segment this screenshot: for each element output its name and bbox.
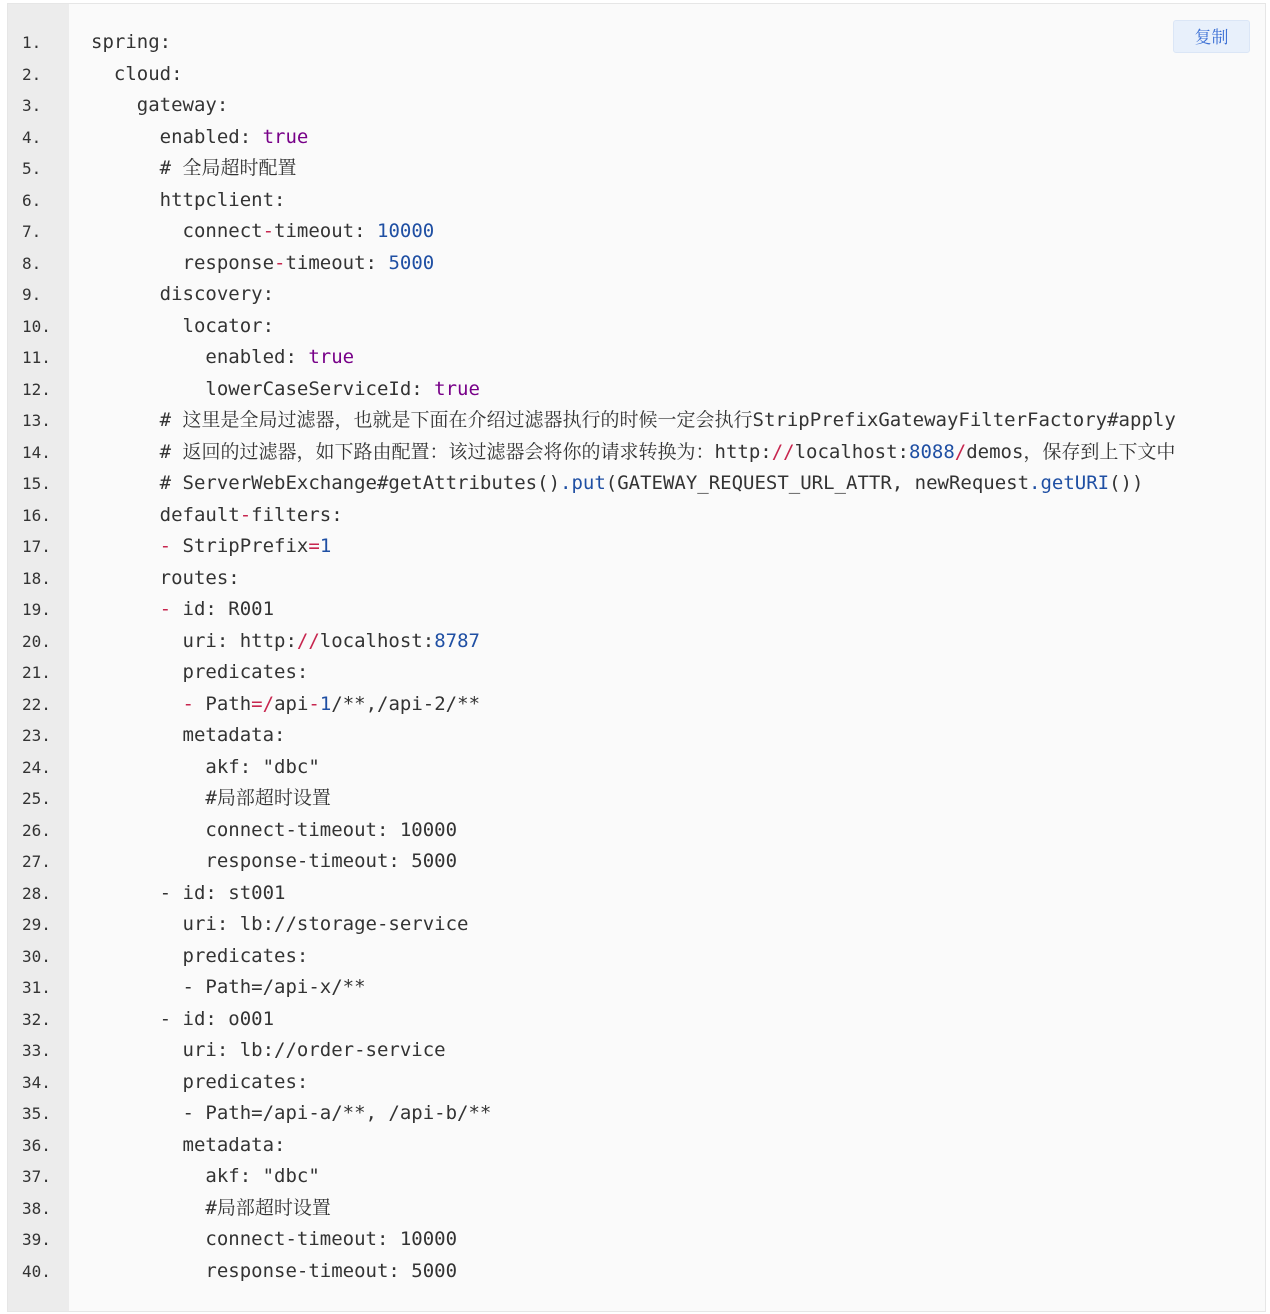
code-token: response bbox=[91, 251, 275, 274]
code-token: routes: bbox=[91, 566, 240, 589]
code-text bbox=[91, 59, 183, 91]
code-token: uri: lb://storage-service bbox=[91, 913, 469, 935]
line-number: 9. bbox=[22, 285, 42, 304]
code-token: response-timeout: 5000 bbox=[91, 850, 458, 872]
line-number: 37. bbox=[22, 1167, 51, 1186]
line-number: 14. bbox=[22, 442, 51, 462]
code-text bbox=[91, 1193, 331, 1225]
code-token: // bbox=[771, 440, 795, 463]
code-token: - bbox=[262, 220, 275, 242]
code-line bbox=[8, 311, 1265, 343]
code-text bbox=[91, 941, 308, 973]
line-number: 27. bbox=[22, 852, 51, 871]
code-token: ()) bbox=[1109, 472, 1144, 494]
code-text bbox=[91, 216, 434, 248]
line-number: 8. bbox=[22, 253, 42, 273]
code-token: response-timeout: 5000 bbox=[91, 1259, 458, 1282]
line-number: 24. bbox=[22, 757, 51, 777]
code-token: enabled: bbox=[91, 346, 309, 368]
code-token: lowerCaseServiceId: bbox=[91, 377, 435, 400]
code-line bbox=[8, 500, 1265, 532]
code-text bbox=[91, 1098, 491, 1130]
code-token: timeout: bbox=[285, 251, 389, 274]
code-token: Path bbox=[193, 692, 252, 715]
code-line bbox=[8, 279, 1265, 311]
code-line bbox=[8, 122, 1265, 154]
code-line bbox=[8, 342, 1265, 374]
code-line bbox=[8, 815, 1265, 847]
code-token: discovery: bbox=[91, 283, 275, 305]
code-line bbox=[8, 1004, 1265, 1036]
line-number: 15. bbox=[22, 474, 51, 493]
code-line bbox=[8, 153, 1265, 185]
code-token: 1 bbox=[319, 535, 332, 557]
line-number: 3. bbox=[22, 96, 42, 115]
code-token: - bbox=[239, 503, 252, 526]
line-number: 6. bbox=[22, 190, 42, 210]
code-token: 5000 bbox=[388, 251, 435, 274]
code-token: - bbox=[308, 692, 320, 715]
line-number: 33. bbox=[22, 1041, 51, 1060]
code-text bbox=[91, 342, 354, 374]
code-token: # 返回的过滤器，如下路由配置：该过滤器会将你的请求转换为：http: bbox=[91, 440, 772, 463]
code-token: .put bbox=[560, 472, 606, 494]
line-number: 12. bbox=[22, 379, 51, 399]
code-text bbox=[91, 1224, 457, 1256]
code-text bbox=[91, 626, 480, 658]
code-line bbox=[8, 878, 1265, 910]
line-number: 34. bbox=[22, 1072, 51, 1092]
code-line bbox=[8, 468, 1265, 500]
code-token: true bbox=[434, 377, 480, 400]
code-token: .getURI bbox=[1029, 472, 1110, 494]
code-token: - Path=/api-a/**, /api-b/** bbox=[91, 1102, 492, 1124]
code-token: () bbox=[537, 472, 561, 494]
line-number: 11. bbox=[22, 348, 51, 367]
code-line bbox=[8, 909, 1265, 941]
code-token: akf: "dbc" bbox=[91, 1165, 320, 1187]
code-token: - bbox=[159, 535, 172, 557]
code-token: predicates: bbox=[91, 944, 309, 967]
code-token: localhost: bbox=[319, 629, 435, 652]
code-token: locator: bbox=[91, 314, 275, 337]
code-token: api bbox=[274, 692, 309, 715]
code-line bbox=[8, 594, 1265, 626]
code-line bbox=[8, 59, 1265, 91]
code-token: 8088 bbox=[909, 440, 955, 463]
code-text bbox=[91, 90, 228, 122]
code-line bbox=[8, 941, 1265, 973]
code-text bbox=[91, 374, 480, 406]
code-line bbox=[8, 531, 1265, 563]
code-token: predicates: bbox=[91, 661, 309, 683]
code-token: default bbox=[91, 503, 240, 526]
code-line bbox=[8, 689, 1265, 721]
code-text bbox=[91, 1256, 457, 1288]
code-text bbox=[91, 185, 285, 217]
code-line bbox=[8, 1130, 1265, 1162]
code-line bbox=[8, 720, 1265, 752]
line-number: 20. bbox=[22, 631, 51, 651]
code-token: id: R001 bbox=[171, 598, 275, 620]
code-token: akf: "dbc" bbox=[91, 755, 320, 778]
line-number: 18. bbox=[22, 568, 51, 588]
code-token: StripPrefix bbox=[171, 535, 309, 557]
line-number: 36. bbox=[22, 1135, 51, 1155]
code-line bbox=[8, 1161, 1265, 1193]
code-token: true bbox=[308, 346, 355, 368]
code-text bbox=[91, 657, 308, 689]
line-number: 28. bbox=[22, 883, 51, 903]
code-token: - id: st001 bbox=[91, 881, 286, 904]
line-number: 32. bbox=[22, 1009, 51, 1029]
code-line bbox=[8, 783, 1265, 815]
code-line bbox=[8, 563, 1265, 595]
code-token: = bbox=[308, 535, 320, 557]
code-line bbox=[8, 1256, 1265, 1288]
code-token: =/ bbox=[251, 692, 275, 715]
code-text bbox=[91, 153, 297, 185]
code-token: uri: lb://order-service bbox=[91, 1039, 446, 1061]
line-number: 25. bbox=[22, 789, 51, 808]
code-token: enabled: bbox=[91, 125, 263, 148]
code-line bbox=[8, 185, 1265, 217]
line-number: 39. bbox=[22, 1230, 51, 1249]
code-token bbox=[91, 693, 183, 715]
code-token: - bbox=[182, 692, 194, 715]
code-token: #局部超时设置 bbox=[91, 1196, 331, 1219]
code-token: cloud: bbox=[91, 62, 183, 85]
code-token: /**,/api-2/** bbox=[331, 692, 481, 715]
code-token: #局部超时设置 bbox=[91, 787, 331, 809]
code-line bbox=[8, 405, 1265, 437]
code-token: 1 bbox=[319, 692, 332, 715]
line-number: 17. bbox=[22, 537, 51, 556]
code-text bbox=[91, 279, 274, 311]
code-text bbox=[91, 1130, 285, 1162]
code-text bbox=[91, 122, 308, 154]
code-text bbox=[91, 437, 1175, 469]
code-token: metadata: bbox=[91, 1133, 286, 1156]
code-token: // bbox=[296, 629, 320, 652]
code-text bbox=[91, 783, 331, 815]
code-block bbox=[7, 3, 1266, 1312]
code-text bbox=[91, 878, 285, 910]
code-line bbox=[8, 1224, 1265, 1256]
line-number: 13. bbox=[22, 411, 51, 430]
code-line bbox=[8, 90, 1265, 122]
line-number: 19. bbox=[22, 600, 51, 619]
line-number: 4. bbox=[22, 127, 42, 147]
line-number: 26. bbox=[22, 820, 51, 840]
code-line bbox=[8, 216, 1265, 248]
code-line bbox=[8, 1035, 1265, 1067]
line-number: 2. bbox=[22, 64, 42, 84]
code-line bbox=[8, 1067, 1265, 1099]
code-line bbox=[8, 626, 1265, 658]
code-token: # 全局超时配置 bbox=[91, 157, 297, 179]
code-text bbox=[91, 405, 1176, 437]
code-line bbox=[8, 657, 1265, 689]
code-token: true bbox=[262, 125, 309, 148]
line-number: 31. bbox=[22, 978, 51, 997]
code-token: gateway: bbox=[91, 94, 229, 116]
code-line bbox=[8, 27, 1265, 59]
line-number: 35. bbox=[22, 1104, 51, 1123]
code-text bbox=[91, 468, 1143, 500]
code-token: predicates: bbox=[91, 1070, 309, 1093]
line-number: 40. bbox=[22, 1261, 51, 1281]
code-text bbox=[91, 689, 480, 721]
line-number: 10. bbox=[22, 316, 51, 336]
code-text bbox=[91, 909, 469, 941]
line-number: 21. bbox=[22, 663, 51, 682]
code-line bbox=[8, 248, 1265, 280]
code-line bbox=[8, 752, 1265, 784]
code-token: filters: bbox=[251, 503, 343, 526]
line-number: 30. bbox=[22, 946, 51, 966]
line-number: 22. bbox=[22, 694, 51, 714]
code-token: connect-timeout: 10000 bbox=[91, 1228, 458, 1250]
code-token: spring: bbox=[91, 31, 172, 53]
code-text bbox=[91, 27, 171, 59]
code-token: / bbox=[954, 440, 967, 463]
code-line bbox=[8, 437, 1265, 469]
code-token: - bbox=[274, 251, 286, 274]
code-text bbox=[91, 1161, 320, 1193]
code-text bbox=[91, 594, 274, 626]
code-lines bbox=[8, 27, 1265, 1287]
code-token: # ServerWebExchange#getAttributes bbox=[91, 472, 538, 494]
code-token bbox=[91, 535, 160, 557]
code-token: 8787 bbox=[434, 629, 480, 652]
code-text bbox=[91, 563, 240, 595]
code-line bbox=[8, 1193, 1265, 1225]
code-text bbox=[91, 248, 434, 280]
code-token: localhost: bbox=[794, 440, 909, 463]
code-token: - bbox=[159, 598, 172, 620]
code-line bbox=[8, 1098, 1265, 1130]
line-number: 38. bbox=[22, 1198, 51, 1218]
code-line bbox=[8, 374, 1265, 406]
code-line bbox=[8, 972, 1265, 1004]
code-text bbox=[91, 311, 274, 343]
code-line bbox=[8, 846, 1265, 878]
code-token: metadata: bbox=[91, 724, 286, 746]
code-token: 10000 bbox=[377, 220, 435, 242]
code-token: - Path=/api-x/** bbox=[91, 976, 366, 998]
code-text bbox=[91, 1067, 308, 1099]
line-number: 5. bbox=[22, 159, 42, 178]
copy-button[interactable]: 复制 bbox=[1173, 20, 1250, 53]
code-text bbox=[91, 752, 320, 784]
line-number: 1. bbox=[22, 33, 42, 52]
code-token bbox=[91, 598, 160, 620]
code-token: demos，保存到上下文中 bbox=[966, 440, 1176, 463]
code-text bbox=[91, 500, 343, 532]
code-token: connect-timeout: 10000 bbox=[91, 818, 458, 841]
code-text bbox=[91, 846, 457, 878]
line-number: 16. bbox=[22, 505, 51, 525]
code-text bbox=[91, 720, 285, 752]
code-token: timeout: bbox=[274, 220, 377, 242]
code-token: - id: o001 bbox=[91, 1007, 275, 1030]
code-text bbox=[91, 1004, 274, 1036]
code-text bbox=[91, 531, 331, 563]
code-token: uri: http: bbox=[91, 629, 297, 652]
code-token: connect bbox=[91, 220, 263, 242]
code-token: # 这里是全局过滤器，也就是下面在介绍过滤器执行的时候一定会执行StripPrefixGatewayFilterFactory#apply bbox=[91, 409, 1176, 431]
code-text bbox=[91, 972, 366, 1004]
line-number: 23. bbox=[22, 726, 51, 745]
code-text bbox=[91, 815, 457, 847]
code-token: httpclient: bbox=[91, 188, 286, 211]
line-number: 7. bbox=[22, 222, 42, 241]
line-number: 29. bbox=[22, 915, 51, 934]
code-token: (GATEWAY_REQUEST_URL_ATTR, newRequest bbox=[605, 472, 1030, 494]
code-text bbox=[91, 1035, 446, 1067]
